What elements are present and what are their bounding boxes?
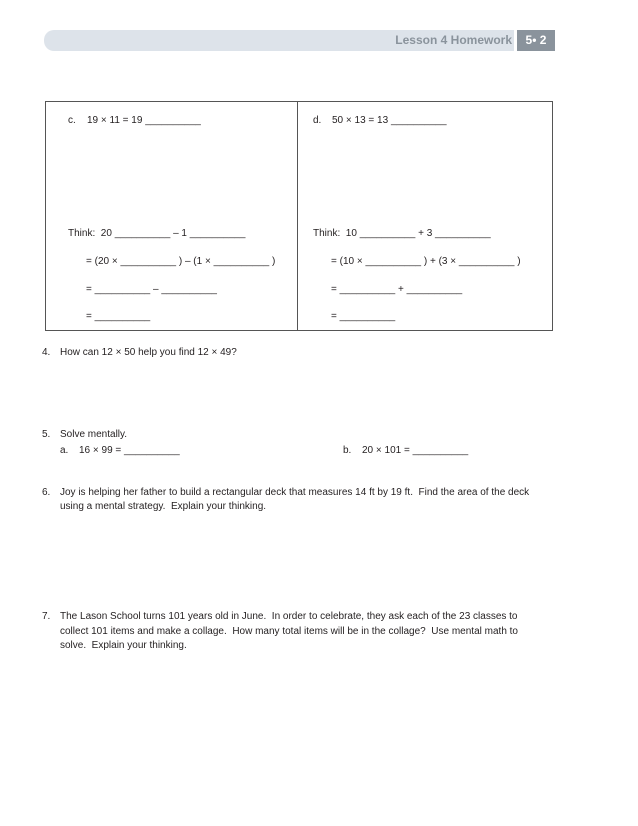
problem-5b-label: b. — [343, 445, 352, 456]
problem-4-number: 4. — [42, 347, 51, 358]
problem-6-line2: using a mental strategy. Explain your thinking. — [60, 501, 267, 512]
problem-7-line1: The Lason School turns 101 years old in June. In order to celebrate, they ask each of the 23 classes to — [60, 611, 518, 622]
problem-c-step2: = __________ – __________ — [86, 284, 217, 295]
problem-7-line2: collect 101 items and make a collage. How many total items will be in the collage? Use mental math to — [60, 626, 518, 637]
problem-d-label: d. — [313, 115, 322, 126]
problem-d-step1: = (10 × __________ ) + (3 × __________ ) — [331, 256, 521, 267]
problem-5a-text: 16 × 99 = __________ — [79, 445, 180, 456]
box-divider — [297, 101, 298, 330]
problem-c-step1: = (20 × __________ ) – (1 × __________ ) — [86, 256, 276, 267]
problem-d-step2: = __________ + __________ — [331, 284, 463, 295]
problem-5-text: Solve mentally. — [60, 429, 128, 440]
module-badge: 5• 2 — [517, 30, 555, 51]
problem-5b-text: 20 × 101 = __________ — [362, 445, 469, 456]
problem-5-number: 5. — [42, 429, 51, 440]
problem-d-equation: 50 × 13 = 13 __________ — [332, 115, 447, 126]
problem-6-number: 6. — [42, 487, 51, 498]
problem-7-line3: solve. Explain your thinking. — [60, 640, 187, 651]
problem-7-number: 7. — [42, 611, 51, 622]
problem-box-cd — [45, 101, 553, 331]
problem-d-step3: = __________ — [331, 311, 396, 322]
problem-c-step3: = __________ — [86, 311, 151, 322]
problem-5a-label: a. — [60, 445, 69, 456]
problem-d-think: Think: 10 __________ + 3 __________ — [313, 228, 491, 239]
problem-4-text: How can 12 × 50 help you find 12 × 49? — [60, 347, 237, 358]
lesson-title: Lesson 4 Homework — [395, 33, 512, 47]
problem-6-line1: Joy is helping her father to build a rectangular deck that measures 14 ft by 19 ft. Find the area of the deck — [60, 487, 530, 498]
problem-c-label: c. — [68, 115, 76, 126]
problem-c-think: Think: 20 __________ – 1 __________ — [68, 228, 246, 239]
problem-c-equation: 19 × 11 = 19 __________ — [87, 115, 201, 126]
